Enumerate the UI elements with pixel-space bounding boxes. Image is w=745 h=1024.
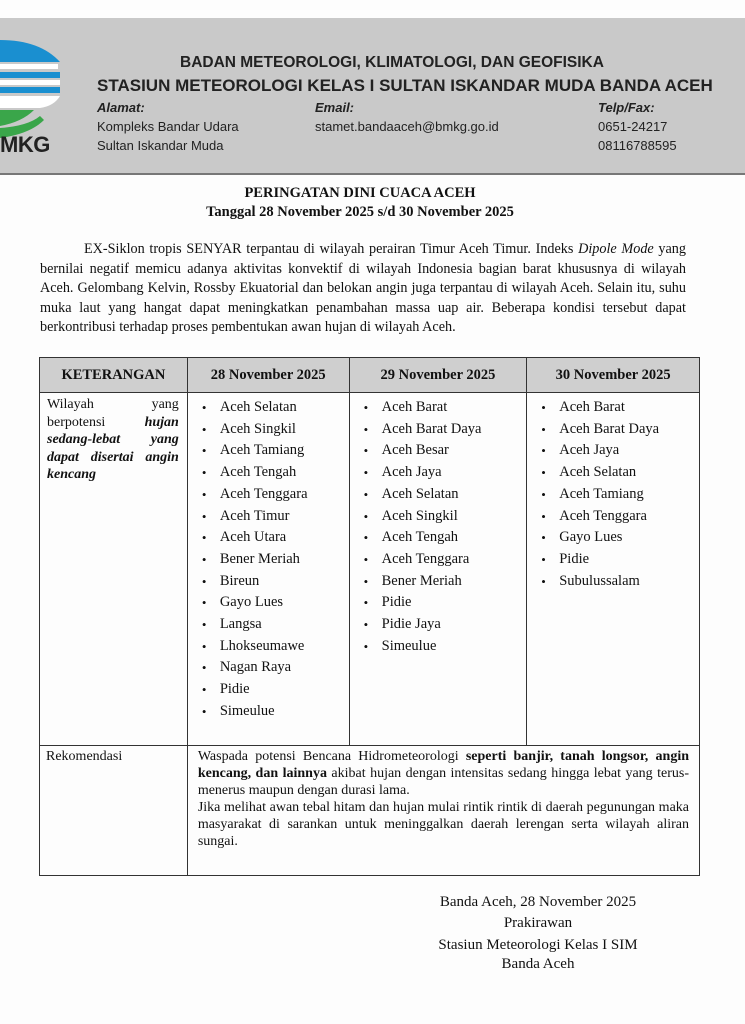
region-item: • Pidie xyxy=(202,679,349,701)
letterhead xyxy=(0,18,745,175)
region-item: • Langsa xyxy=(202,614,349,636)
dipole-mode-term: Dipole Mode xyxy=(578,241,654,257)
region-item: • Subulussalam xyxy=(541,571,699,593)
intro-paragraph: EX-Siklon tropis SENYAR terpantau di wilayah perairan Timur Aceh Timur. Indeks Dipole Mode yang bernilai negatif memicu adanya aktivitas konvektif di wilayah Indonesia bagian barat khususnya di wilayah Aceh. Gelombang Kelvin, Rossby Ekuatorial dan belokan angin juga terpantau di wilayah Aceh. Selain itu, suhu muka laut yang hangat dapat meningkatkan penambahan massa uap air. Beberapa kondisi tersebut dapat berkontribusi terhadap proses pembentukan awan hujan di wilayah Aceh. xyxy=(40,241,686,335)
region-item: • Aceh Singkil xyxy=(364,506,527,528)
region-item: • Aceh Tenggara xyxy=(202,484,349,506)
region-item: • Aceh Selatan xyxy=(202,397,349,419)
region-item: • Gayo Lues xyxy=(202,592,349,614)
region-item: • Gayo Lues xyxy=(541,527,699,549)
region-item: • Aceh Jaya xyxy=(541,440,699,462)
region-item: • Aceh Tenggara xyxy=(364,549,527,571)
header-day1: 28 November 2025 xyxy=(187,358,349,393)
rekomendasi-label: Rekomendasi xyxy=(40,746,188,876)
region-item: • Aceh Utara xyxy=(202,527,349,549)
email-label: Email: xyxy=(315,100,355,115)
region-item: • Aceh Besar xyxy=(364,440,527,462)
address-line: Sultan Iskandar Muda xyxy=(97,138,224,153)
phone-block xyxy=(598,98,677,155)
address-line: Kompleks Bandar Udara xyxy=(97,119,239,134)
address-label: Alamat: xyxy=(97,100,145,115)
email-block xyxy=(315,98,499,136)
phone-label: Telp/Fax: xyxy=(598,100,655,115)
region-item: • Aceh Tengah xyxy=(202,462,349,484)
address-block xyxy=(97,98,239,155)
region-item: • Aceh Timur xyxy=(202,506,349,528)
region-item: • Aceh Tengah xyxy=(364,527,527,549)
signature-place-date: Banda Aceh, 28 November 2025 xyxy=(439,894,637,910)
header-day3: 30 November 2025 xyxy=(527,358,700,393)
region-item: • Aceh Tenggara xyxy=(541,506,699,528)
header-day2: 29 November 2025 xyxy=(349,358,527,393)
region-item: • Aceh Selatan xyxy=(364,484,527,506)
document-date-range: Tanggal 28 November 2025 s/d 30 November 2025 xyxy=(206,204,514,220)
header-keterangan: KETERANGAN xyxy=(40,358,188,393)
region-item: • Lhokseumawe xyxy=(202,636,349,658)
region-item: • Bireun xyxy=(202,571,349,593)
warning-table xyxy=(39,357,700,876)
station-name: STASIUN METEOROLOGI KELAS I SULTAN ISKANDAR MUDA BANDA ACEH xyxy=(97,76,713,95)
region-item: • Bener Meriah xyxy=(202,549,349,571)
day3-regions xyxy=(527,393,700,746)
agency-name: BADAN METEOROLOGI, KLIMATOLOGI, DAN GEOFISIKA xyxy=(180,54,604,71)
region-item: • Aceh Barat Daya xyxy=(541,419,699,441)
signature-role: Prakirawan xyxy=(503,915,573,931)
signature-city: Banda Aceh xyxy=(501,956,575,972)
region-item: • Bener Meriah xyxy=(364,571,527,593)
day2-regions xyxy=(349,393,527,746)
phone-number: 08116788595 xyxy=(598,138,677,153)
region-item: • Simeulue xyxy=(364,636,527,658)
wilayah-description: Wilayah yang berpotensi hujan sedang-lebat yang dapat disertai angin kencang xyxy=(40,393,188,746)
region-item: • Pidie Jaya xyxy=(364,614,527,636)
region-item: • Aceh Selatan xyxy=(541,462,699,484)
region-item: • Pidie xyxy=(541,549,699,571)
region-item: • Aceh Barat xyxy=(541,397,699,419)
signature-org: Stasiun Meteorologi Kelas I SIM xyxy=(438,937,638,953)
region-item: • Aceh Barat xyxy=(364,397,527,419)
region-item: • Aceh Jaya xyxy=(364,462,527,484)
region-item: • Pidie xyxy=(364,592,527,614)
rekomendasi-text: Waspada potensi Bencana Hidrometeorologi seperti banjir, tanah longsor, angin kencang, dan lainnya akibat hujan dengan intensitas sedang hingga lebat yang terus-menerus maupun dengan durasi lama. Jika melihat awan tebal hitam dan hujan mulai rintik rintik di daerah pegunungan maka masyarakat di sarankan untuk meninggalkan daerah lerengan serta wilayah aliran sungai. xyxy=(187,746,699,876)
region-item: • Aceh Tamiang xyxy=(541,484,699,506)
region-item: • Aceh Singkil xyxy=(202,419,349,441)
region-item: • Simeulue xyxy=(202,701,349,723)
logo-text: MKG xyxy=(0,132,50,157)
region-item: • Nagan Raya xyxy=(202,657,349,679)
phone-number: 0651-24217 xyxy=(598,119,668,134)
region-item: • Aceh Tamiang xyxy=(202,440,349,462)
email-address: stamet.bandaaceh@bmkg.go.id xyxy=(315,119,499,134)
day1-regions xyxy=(187,393,349,746)
region-item: • Aceh Barat Daya xyxy=(364,419,527,441)
document-title: PERINGATAN DINI CUACA ACEH xyxy=(244,185,476,201)
